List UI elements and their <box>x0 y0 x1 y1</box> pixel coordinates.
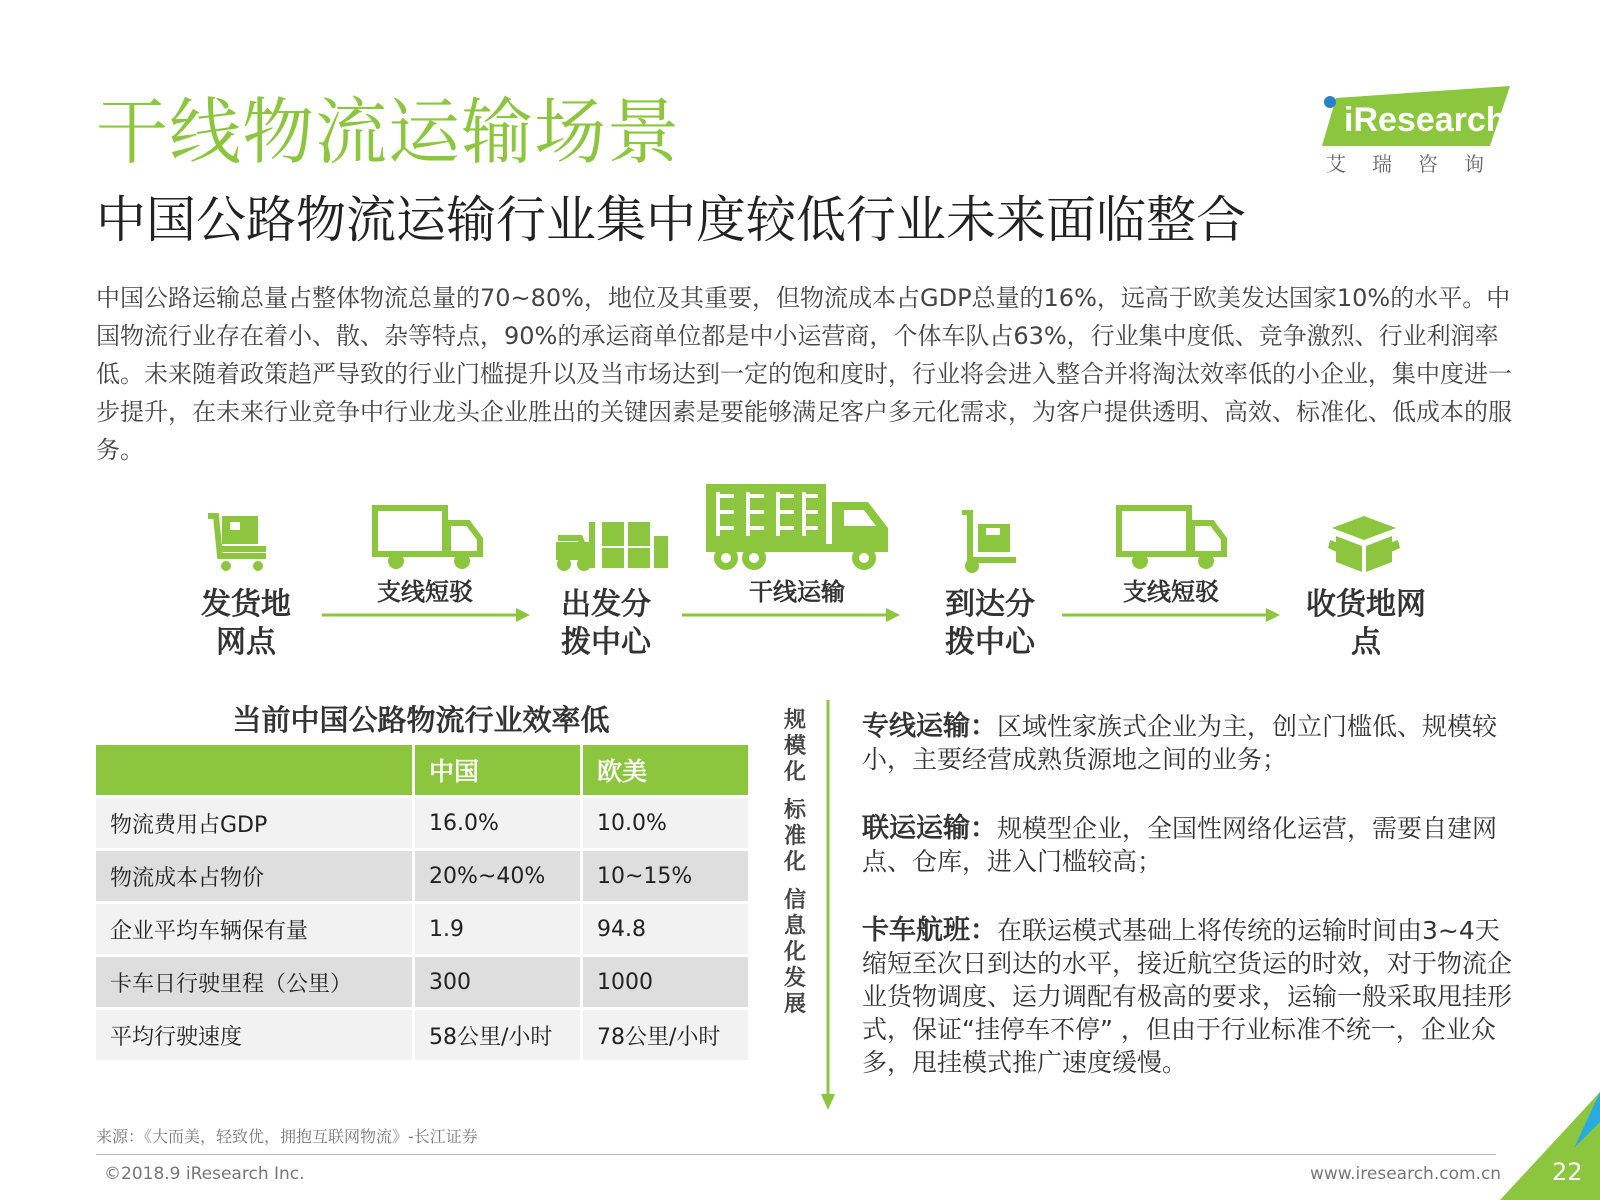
table-cell: 78公里/小时 <box>583 1010 748 1060</box>
website-url: www.iresearch.com.cn <box>1310 1164 1502 1184</box>
corner-decoration-icon <box>1500 1092 1600 1200</box>
trend-label-scale: 规模化 <box>783 708 806 785</box>
table-cell: 300 <box>415 957 580 1007</box>
logo-wordmark: iResearch <box>1344 101 1507 139</box>
page-number: 22 <box>1552 1158 1583 1186</box>
description-heading: 专线运输： <box>862 711 997 742</box>
table-row <box>96 1010 748 1060</box>
description-heading: 卡车航班： <box>862 915 997 946</box>
footer-divider <box>96 1154 1496 1155</box>
flow-link-label: 支线短驳 <box>1123 578 1219 606</box>
table-cell: 1.9 <box>415 904 580 954</box>
description-intermodal <box>862 812 1512 878</box>
trend-label-standardize: 标准化 <box>783 798 806 875</box>
copyright: ©2018.9 iResearch Inc. <box>104 1164 305 1184</box>
description-truck-flight <box>862 914 1512 1079</box>
flow-node-departure-hub: 出发分 拨中心 <box>561 587 651 660</box>
large-cargo-truck-icon <box>704 482 894 574</box>
table-cell: 平均行驶速度 <box>96 1010 412 1060</box>
description-dedicated-line <box>862 710 1512 776</box>
iresearch-logo <box>1318 86 1528 182</box>
flow-arrow <box>682 606 902 624</box>
warehouse-cart-icon <box>206 512 276 574</box>
table-cell: 企业平均车辆保有量 <box>96 904 412 954</box>
page-title: 干线物流运输场景 <box>96 90 681 174</box>
table-row <box>96 798 748 848</box>
page-subtitle: 中国公路物流运输行业集中度较低行业未来面临整合 <box>96 191 1246 249</box>
trend-down-arrow <box>818 700 838 1112</box>
intro-paragraph: 中国公路运输总量占整体物流总量的70~80%，地位及其重要，但物流成本占GDP总量的16%，远高于欧美发达国家10%的水平。中国物流行业存在着小、散、杂等特点，90%的承运商单位都是中小运营商，个体车队占63%，行业集中度低、竞争激烈、行业利润率低。未来随着政策趋严导致的行业门槛提升以及当市场达到一定的饱和度时，行业将会进入整合并将淘汰效率低的小企业，集中度进一步提升，在未来行业竞争中行业龙头企业胜出的关键因素是要能够满足客户多元化需求，为客户提供透明、高效、标准化、低成本的服务。 <box>96 284 1512 464</box>
trend-label-informatize: 信息化发展 <box>783 888 806 1017</box>
table-cell: 物流成本占物价 <box>96 851 412 901</box>
flow-arrow <box>1062 606 1282 624</box>
flow-node-destination: 收货地网 点 <box>1306 587 1426 660</box>
description-text: 在联运模式基础上将传统的运输时间由3~4天缩短至次日到达的水平，接近航空货运的时效，对于物流企业货物调度、运力调配有极高的要求，运输一般采取甩挂形式，保证“挂停车不停” ，但由于行业标准不统一，企业众多，甩挂模式推广速度缓慢。 <box>862 916 1513 1077</box>
table-row <box>96 904 748 954</box>
hand-truck-icon <box>956 510 1022 574</box>
forklift-boxes-icon <box>552 518 670 574</box>
flow-arrow <box>322 606 532 624</box>
description-text: 规模型企业，全国性网络化运营，需要自建网点、仓库，进入门槛较高； <box>862 814 1498 876</box>
table-row <box>96 851 748 901</box>
truck-icon <box>1116 505 1228 571</box>
efficiency-comparison-table <box>93 742 751 1063</box>
table-header-cell: 欧美 <box>583 745 748 795</box>
open-box-icon <box>1328 512 1400 574</box>
table-header-cell: 中国 <box>415 745 580 795</box>
table-cell: 10~15% <box>583 851 748 901</box>
table-cell: 卡车日行驶里程（公里） <box>96 957 412 1007</box>
truck-icon <box>372 505 484 571</box>
table-header-row <box>96 745 748 795</box>
description-heading: 联运运输： <box>862 813 997 844</box>
table-cell: 20%~40% <box>415 851 580 901</box>
flow-node-origin: 发货地 网点 <box>201 587 291 660</box>
logo-chinese-name: 艾瑞咨询 <box>1326 152 1510 176</box>
flow-link-label: 干线运输 <box>749 578 845 606</box>
flow-link-label: 支线短驳 <box>377 578 473 606</box>
description-text: 区域性家族式企业为主，创立门槛低、规模较小，主要经营成熟货源地之间的业务； <box>862 712 1498 774</box>
table-header-cell <box>96 745 412 795</box>
table-title: 当前中国公路物流行业效率低 <box>232 703 610 737</box>
table-cell: 94.8 <box>583 904 748 954</box>
table-row <box>96 957 748 1007</box>
source-note: 来源：《大而美，轻致优，拥抱互联网物流》-长江证券 <box>96 1127 478 1146</box>
table-cell: 10.0% <box>583 798 748 848</box>
flow-node-arrival-hub: 到达分 拨中心 <box>945 587 1035 660</box>
table-cell: 58公里/小时 <box>415 1010 580 1060</box>
table-cell: 1000 <box>583 957 748 1007</box>
table-cell: 物流费用占GDP <box>96 798 412 848</box>
table-cell: 16.0% <box>415 798 580 848</box>
